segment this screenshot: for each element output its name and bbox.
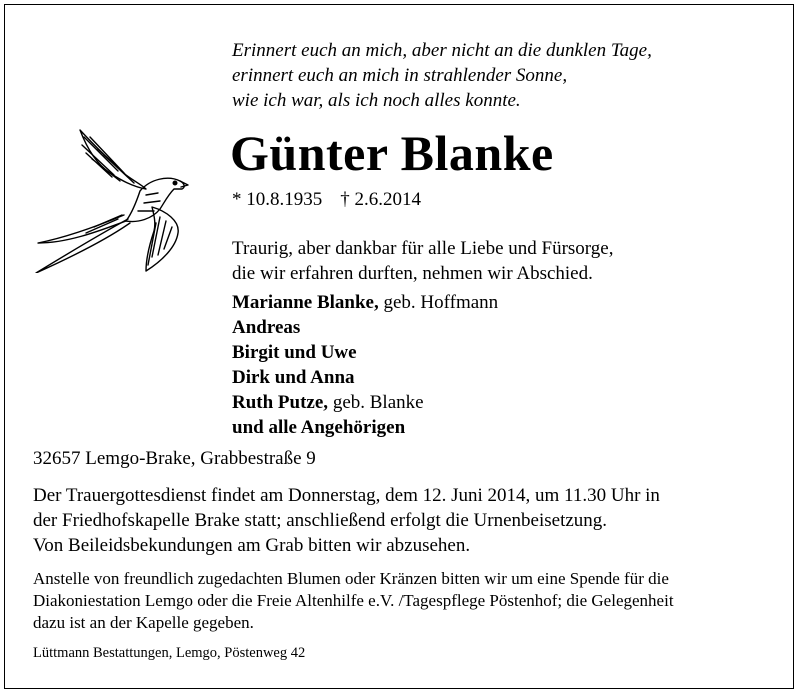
- donation-line: Diakoniestation Lemgo oder die Freie Altenhilfe e.V. /Tagespflege Pöstenhof; die Gelegenheit: [33, 591, 674, 610]
- family-member: [232, 365, 498, 390]
- service-info: [33, 483, 660, 558]
- poem-line: Erinnert euch an mich, aber nicht an die dunklen Tage,: [232, 40, 652, 61]
- family-member: [232, 290, 498, 315]
- death-date: † 2.6.2014: [340, 189, 421, 210]
- family-member: [232, 315, 498, 340]
- family-member-note: geb. Blanke: [328, 392, 424, 413]
- family-list: [232, 290, 498, 440]
- poem-line: erinnert euch an mich in strahlender Sonne,: [232, 65, 568, 86]
- intro-line: die wir erfahren durften, nehmen wir Abschied.: [232, 263, 593, 284]
- intro-line: Traurig, aber dankbar für alle Liebe und Fürsorge,: [232, 238, 614, 259]
- undertaker-info: Lüttmann Bestattungen, Lemgo, Pöstenweg 42: [33, 645, 306, 661]
- family-member: [232, 415, 498, 440]
- poem: [232, 38, 652, 113]
- address: 32657 Lemgo-Brake, Grabbestraße 9: [33, 448, 316, 469]
- family-member-note: geb. Hoffmann: [378, 292, 499, 313]
- deceased-name: Günter Blanke: [230, 125, 554, 181]
- intro-text: [232, 236, 613, 286]
- family-member-name: und alle Angehörigen: [232, 417, 406, 438]
- family-member: [232, 340, 498, 365]
- family-member-name: Birgit und Uwe: [232, 342, 357, 363]
- donation-line: dazu ist an der Kapelle gegeben.: [33, 613, 254, 632]
- swallow-icon: [34, 125, 192, 273]
- family-member-name: Ruth Putze,: [232, 392, 329, 413]
- family-member-name: Andreas: [232, 317, 301, 338]
- service-line: Der Trauergottesdienst findet am Donnerstag, dem 12. Juni 2014, um 11.30 Uhr in: [33, 485, 660, 506]
- family-member-name: Marianne Blanke,: [232, 292, 379, 313]
- service-line: der Friedhofskapelle Brake statt; anschließend erfolgt die Urnenbeisetzung.: [33, 510, 608, 531]
- donation-line: Anstelle von freundlich zugedachten Blumen oder Kränzen bitten wir um eine Spende für die: [33, 569, 669, 588]
- life-dates: [232, 189, 421, 211]
- birth-date: * 10.8.1935: [232, 189, 323, 210]
- service-line: Von Beileidsbekundungen am Grab bitten wir abzusehen.: [33, 535, 471, 556]
- family-member: [232, 390, 498, 415]
- poem-line: wie ich war, als ich noch alles konnte.: [232, 90, 521, 111]
- family-member-name: Dirk und Anna: [232, 367, 355, 388]
- donation-info: [33, 568, 674, 634]
